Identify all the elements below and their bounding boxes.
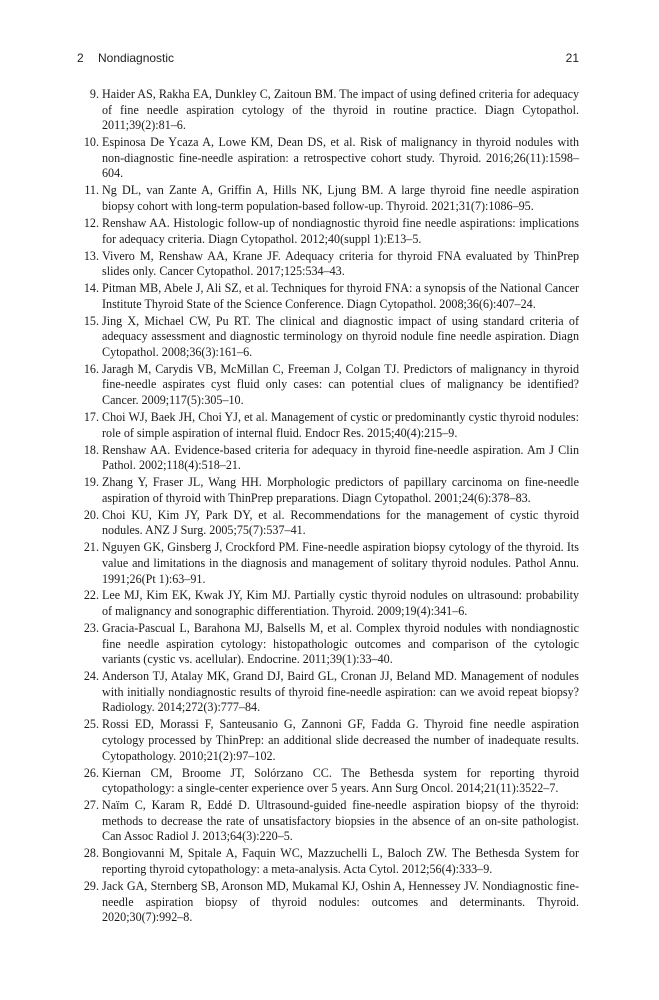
- reference-item: [77, 410, 579, 441]
- reference-item: [77, 281, 579, 312]
- reference-text: Kiernan CM, Broome JT, Solórzano CC. The Bethesda system for reporting thyroid cytopathology: a single-center experience over 5 years. Ann Surg Oncol. 2014;21(11):3522–7.: [102, 765, 579, 796]
- reference-item: [77, 314, 579, 361]
- reference-item: [77, 766, 579, 797]
- reference-number: 19.: [83, 475, 99, 490]
- reference-item: [77, 588, 579, 619]
- reference-text: Anderson TJ, Atalay MK, Grand DJ, Baird GL, Cronan JJ, Beland MD. Management of nodules with initially nondiagnostic results of thyroid fine-needle aspiration: can we avoid repeat biopsy? Radiology. 2014;272(3):777–84.: [102, 669, 579, 715]
- reference-text: Jaragh M, Carydis VB, McMillan C, Freeman J, Colgan TJ. Predictors of malignancy in thyroid fine-needle aspirates cyst fluid only cases: can potential clues of malignancy be identified? Cancer. 2009;117(5):305–10.: [102, 361, 579, 408]
- reference-item: [77, 798, 579, 845]
- reference-number: 10.: [83, 135, 99, 150]
- reference-number: 24.: [83, 669, 99, 684]
- reference-item: [77, 249, 579, 280]
- reference-number: 26.: [83, 765, 99, 780]
- reference-item: [77, 475, 579, 506]
- reference-number: 28.: [83, 846, 99, 861]
- reference-number: 25.: [83, 717, 99, 732]
- running-header: [77, 51, 579, 67]
- reference-text: Jing X, Michael CW, Pu RT. The clinical and diagnostic impact of using standard criteria of adequacy assessment and diagnostic terminology on thyroid nodule fine needle aspiration. Diagn Cytopathol. 2008;36(3):161–6.: [102, 313, 579, 359]
- reference-text: Choi KU, Kim JY, Park DY, et al. Recommendations for the management of cystic thyroid nodules. ANZ J Surg. 2005;75(7):537–41.: [102, 507, 579, 538]
- reference-text: Jack GA, Sternberg SB, Aronson MD, Mukamal KJ, Oshin A, Hennessey JV. Nondiagnostic fine-needle aspiration biopsy of thyroid nodules: outcomes and determinants. Thyroid. 2020;30(7):992–8.: [102, 878, 579, 925]
- reference-item: [77, 362, 579, 409]
- reference-text: Bongiovanni M, Spitale A, Faquin WC, Mazzuchelli L, Baloch ZW. The Bethesda System for reporting thyroid cytopathology: a meta-analysis. Acta Cytol. 2012;56(4):333–9.: [102, 846, 579, 876]
- chapter-number: 2: [77, 51, 84, 65]
- reference-list: [77, 87, 579, 927]
- reference-item: [77, 717, 579, 764]
- reference-number: 17.: [83, 410, 99, 424]
- reference-item: [77, 540, 579, 587]
- reference-number: 14.: [83, 281, 99, 296]
- reference-item: [77, 669, 579, 716]
- reference-item: [77, 216, 579, 247]
- chapter-title: Nondiagnostic: [98, 51, 175, 65]
- reference-number: 22.: [83, 588, 99, 603]
- reference-text: Renshaw AA. Histologic follow-up of nondiagnostic thyroid fine needle aspirations: implications for adequacy criteria. Diagn Cytopathol. 2012;40(suppl 1):E13–5.: [102, 215, 579, 246]
- reference-text: Naïm C, Karam R, Eddé D. Ultrasound-guided fine-needle aspiration biopsy of the thyroid: methods to decrease the rate of unsatisfactory biopsies in the absence of an on-site pathologist. Can Assoc Radiol J. 2013;64(3):220–5.: [102, 798, 579, 844]
- reference-number: 9.: [89, 87, 99, 101]
- reference-text: Lee MJ, Kim EK, Kwak JY, Kim MJ. Partially cystic thyroid nodules on ultrasound: probability of malignancy and sonographic differentiation. Thyroid. 2009;19(4):341–6.: [102, 588, 579, 619]
- page-number: 21: [565, 51, 579, 65]
- reference-text: Pitman MB, Abele J, Ali SZ, et al. Techniques for thyroid FNA: a synopsis of the National Cancer Institute Thyroid State of the Science Conference. Diagn Cytopathol. 2008;36(6):407–24.: [102, 281, 579, 311]
- reference-number: 13.: [83, 248, 99, 263]
- reference-item: [77, 135, 579, 182]
- reference-number: 15.: [83, 313, 99, 328]
- reference-text: Vivero M, Renshaw AA, Krane JF. Adequacy criteria for thyroid FNA evaluated by ThinPrep slides only. Cancer Cytopathol. 2017;125:534–43.: [102, 248, 579, 279]
- reference-number: 16.: [83, 361, 99, 376]
- reference-item: [77, 621, 579, 668]
- reference-text: Ng DL, van Zante A, Griffin A, Hills NK, Ljung BM. A large thyroid fine needle aspiration biopsy cohort with long-term population-based follow-up. Thyroid. 2021;31(7):1086–95.: [102, 183, 579, 213]
- reference-number: 11.: [84, 183, 99, 198]
- reference-number: 18.: [83, 442, 99, 457]
- reference-item: [77, 183, 579, 214]
- reference-item: [77, 879, 579, 926]
- reference-text: Choi WJ, Baek JH, Choi YJ, et al. Management of cystic or predominantly cystic thyroid nodules: role of simple aspiration of internal fluid. Endocr Res. 2015;40(4):215–9.: [102, 410, 579, 440]
- reference-text: Zhang Y, Fraser JL, Wang HH. Morphologic predictors of papillary carcinoma on fine-needle aspiration of thyroid with ThinPrep preparations. Diagn Cytopathol. 2001;24(6):378–83.: [102, 475, 579, 505]
- reference-number: 27.: [83, 798, 99, 813]
- reference-number: 21.: [83, 540, 99, 555]
- reference-text: Renshaw AA. Evidence-based criteria for adequacy in thyroid fine-needle aspiration. Am J Clin Pathol. 2002;118(4):518–21.: [102, 442, 579, 473]
- reference-item: [77, 508, 579, 539]
- reference-number: 29.: [83, 878, 99, 893]
- reference-item: [77, 443, 579, 474]
- reference-number: 23.: [83, 621, 99, 636]
- reference-item: [77, 87, 579, 134]
- reference-text: Espinosa De Ycaza A, Lowe KM, Dean DS, et al. Risk of malignancy in thyroid nodules with non-diagnostic fine-needle aspiration: a retrospective cohort study. Thyroid. 2016;26(11):1598–604.: [102, 135, 579, 181]
- reference-number: 20.: [83, 507, 99, 522]
- reference-item: [77, 846, 579, 877]
- reference-text: Gracia-Pascual L, Barahona MJ, Balsells M, et al. Complex thyroid nodules with nondiagnostic fine needle aspiration cytology: histopathologic outcomes and comparison of the cytologic variants (cystic vs. acellular). Endocrine. 2011;39(1):33–40.: [102, 621, 579, 667]
- reference-text: Rossi ED, Morassi F, Santeusanio G, Zannoni GF, Fadda G. Thyroid fine needle aspiration cytology processed by ThinPrep: an additional slide decreased the number of inadequate results. Cytopathology. 2010;21(2):97–102.: [102, 717, 579, 763]
- reference-text: Nguyen GK, Ginsberg J, Crockford PM. Fine-needle aspiration biopsy cytology of the thyroid. Its value and limitations in the diagnosis and management of solitary thyroid nodules. Pathol Annu. 1991;26(Pt 1):63–91.: [102, 540, 579, 586]
- reference-text: Haider AS, Rakha EA, Dunkley C, Zaitoun BM. The impact of using defined criteria for adequacy of fine needle aspiration cytology of the thyroid in routine practice. Diagn Cytopathol. 2011;39(2):81–6.: [102, 87, 579, 133]
- reference-number: 12.: [83, 215, 99, 230]
